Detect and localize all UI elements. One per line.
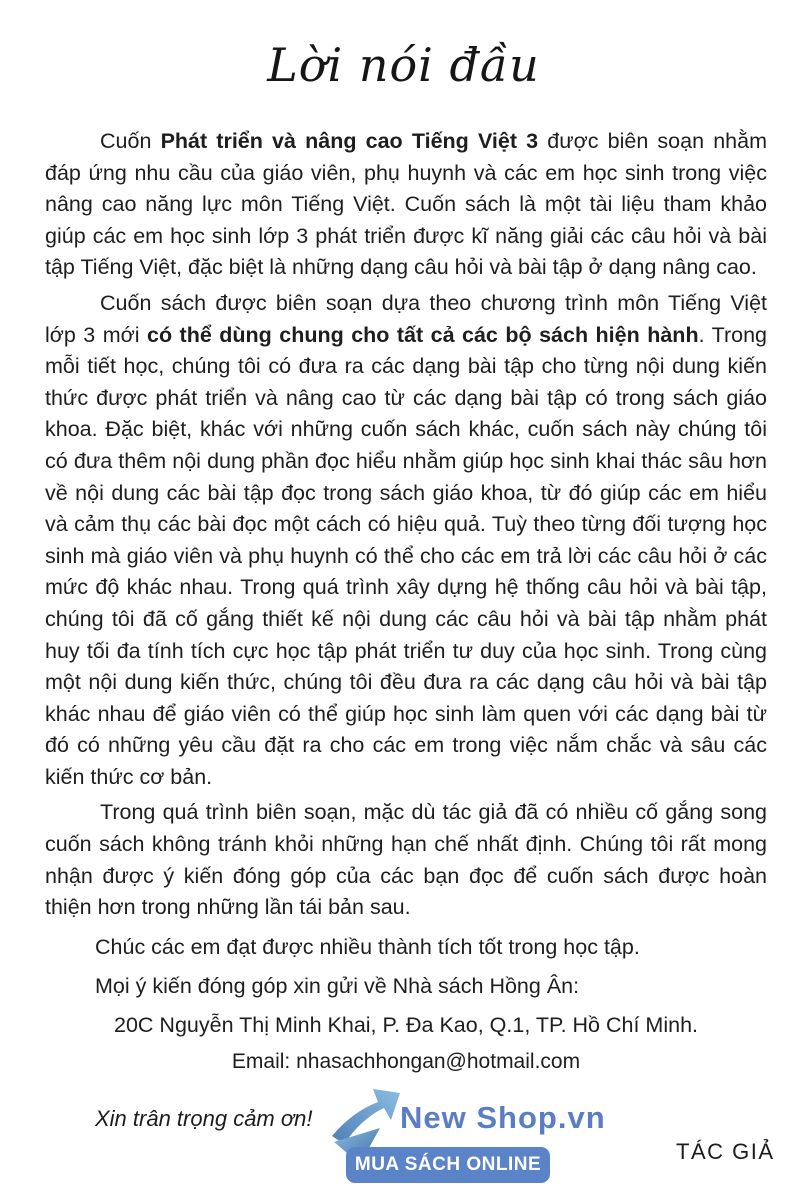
preface-body bbox=[45, 126, 767, 924]
newshop-logo bbox=[330, 1084, 606, 1189]
page-title: Lời nói đầu bbox=[267, 38, 540, 92]
address-line: 20C Nguyễn Thị Minh Khai, P. Đa Kao, Q.1, TP. Hồ Chí Minh. bbox=[114, 1012, 698, 1037]
feedback-request-line: Mọi ý kiến đóng góp xin gửi về Nhà sách Hồng Ân: bbox=[95, 973, 580, 998]
logo-tagline-banner bbox=[346, 1147, 550, 1183]
thanks-note: Xin trân trọng cảm ơn! bbox=[95, 1105, 313, 1131]
paragraph: Cuốn Phát triển và nâng cao Tiếng Việt 3 được biên soạn nhằm đáp ứng nhu cầu của giáo viên, phụ huynh và các em học sinh trong việc nâng cao năng lực môn Tiếng Việt. Cuốn sách là một tài liệu tham khảo giúp các em học sinh lớp 3 phát triển được kĩ năng giải các câu hỏi và bài tập Tiếng Việt, đặc biệt là những dạng câu hỏi và bài tập ở dạng nâng cao. bbox=[45, 129, 767, 280]
paragraph: Trong quá trình biên soạn, mặc dù tác giả đã có nhiều cố gắng song cuốn sách không tránh khỏi những hạn chế nhất định. Chúng tôi rất mong nhận được ý kiến đóng góp của các bạn đọc để cuốn sách được hoàn thiện hơn trong những lần tái bản sau. bbox=[45, 800, 767, 920]
page-footer bbox=[0, 1084, 807, 1200]
wish-line: Chúc các em đạt được nhiều thành tích tốt trong học tập. bbox=[95, 934, 640, 959]
paragraph: Cuốn sách được biên soạn dựa theo chương trình môn Tiếng Việt lớp 3 mới có thể dùng chung cho tất cả các bộ sách hiện hành. Trong mỗi tiết học, chúng tôi có đưa ra các dạng bài tập cho từng nội dung kiến thức được phát triển và nâng cao từ các dạng bài tập có trong sách giáo khoa. Đặc biệt, khác với những cuốn sách khác, cuốn sách này chúng tôi có đưa thêm nội dung phần đọc hiểu nhằm giúp học sinh khai thác sâu hơn về nội dung các bài tập đọc trong sách giáo khoa, từ đó giúp các em hiểu và cảm thụ các bài đọc một cách có hiệu quả. Tuỳ theo từng đối tượng học sinh mà giáo viên và phụ huynh có thể cho các em trả lời các câu hỏi ở các mức độ khác nhau. Trong quá trình xây dựng hệ thống câu hỏi và bài tập, chúng tôi đã cố gắng thiết kế nội dung các câu hỏi và bài tập nhằm phát huy tối đa tính tích cực học tập phát triển tư duy của học sinh. Trong cùng một nội dung kiến thức, chúng tôi đều đưa ra các dạng câu hỏi và bài tập khác nhau để giáo viên có thể giúp học sinh làm quen với các dạng bài từ đó có những yêu cầu đặt ra cho các em trong việc nắm chắc và sâu các kiến thức cơ bản. bbox=[45, 290, 767, 789]
brand-text: New Shop.vn bbox=[400, 1099, 606, 1135]
author-signature: TÁC GIẢ bbox=[676, 1138, 775, 1164]
email-line: Email: nhasachhongan@hotmail.com bbox=[231, 1049, 581, 1073]
logo-tagline: MUA SÁCH ONLINE bbox=[354, 1153, 542, 1175]
